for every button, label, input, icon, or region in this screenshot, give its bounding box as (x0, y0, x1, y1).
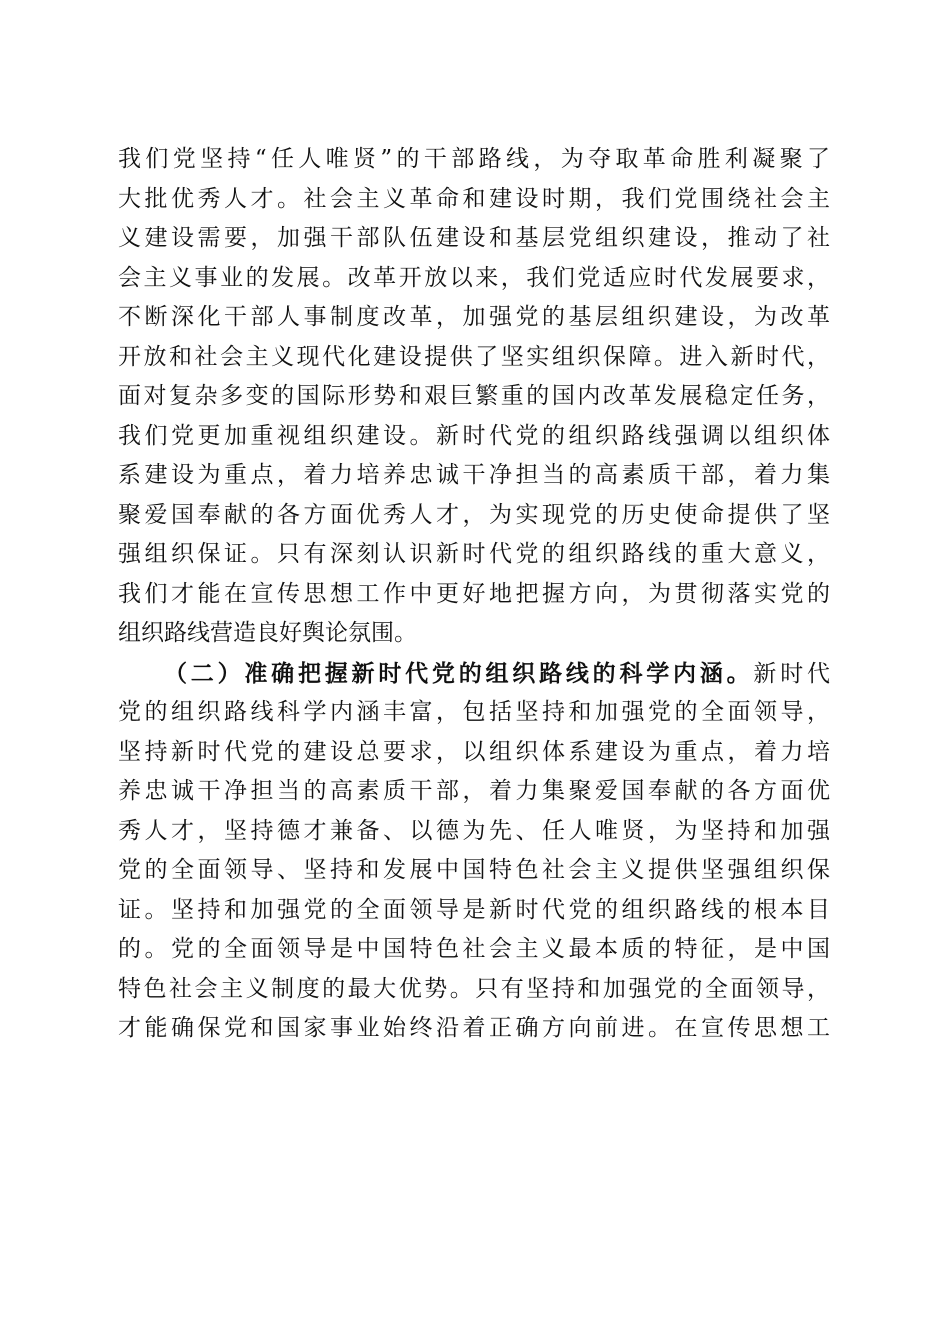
text-line: 证。坚持和加强党的全面领导是新时代党的组织路线的根本目 (118, 896, 830, 923)
heading-line-continuation: 新时代 (753, 660, 830, 687)
text-line: 党的全面领导、坚持和发展中国特色社会主义提供坚强组织保 (118, 857, 830, 883)
paragraph-1 (118, 140, 830, 654)
text-line: 我们才能在宣传思想工作中更好地把握方向，为贯彻落实党的 (118, 580, 830, 607)
text-line: 开放和社会主义现代化建设提供了坚实组织保障。进入新时代， (118, 343, 830, 370)
text-line: 组织路线营造良好舆论氛围。 (118, 620, 417, 646)
text-line: 强组织保证。只有深刻认识新时代党的组织路线的重大意义， (118, 541, 830, 567)
text-line: 特色社会主义制度的最大优势。只有坚持和加强党的全面领导， (118, 975, 830, 1002)
text-line: 面对复杂多变的国际形势和艰巨繁重的国内改革发展稳定任务， (118, 383, 830, 409)
text-line: 聚爱国奉献的各方面优秀人才，为实现党的历史使命提供了坚 (118, 501, 830, 528)
document-body (118, 140, 830, 1049)
text-line: 大批优秀人才。社会主义革命和建设时期，我们党围绕社会主 (118, 185, 830, 212)
section-heading: （二）准确把握新时代党的组织路线的科学内涵。 (164, 659, 754, 687)
text-line: 系建设为重点，着力培养忠诚干净担当的高素质干部，着力集 (118, 462, 830, 488)
text-line: 党的组织路线科学内涵丰富，包括坚持和加强党的全面领导， (118, 699, 830, 725)
text-line: 不断深化干部人事制度改革，加强党的基层组织建设，为改革 (118, 304, 830, 330)
text-line: 会主义事业的发展。改革开放以来，我们党适应时代发展要求， (118, 264, 830, 291)
text-line: 的。党的全面领导是中国特色社会主义最本质的特征，是中国 (118, 936, 830, 962)
text-line: 义建设需要，加强干部队伍建设和基层党组织建设，推动了社 (118, 225, 830, 251)
text-line: 我们党更加重视组织建设。新时代党的组织路线强调以组织体 (118, 422, 830, 449)
paragraph-2 (118, 654, 830, 1049)
text-line: 才能确保党和国家事业始终沿着正确方向前进。在宣传思想工 (118, 1015, 830, 1041)
text-line: 秀人才，坚持德才兼备、以德为先、任人唯贤，为坚持和加强 (118, 817, 830, 844)
text-line: 养忠诚干净担当的高素质干部，着力集聚爱国奉献的各方面优 (118, 778, 830, 804)
text-line: 坚持新时代党的建设总要求，以组织体系建设为重点，着力培 (118, 738, 830, 765)
text-line: 我们党坚持“任人唯贤”的干部路线，为夺取革命胜利凝聚了 (118, 146, 830, 172)
section-heading-line (118, 654, 830, 694)
